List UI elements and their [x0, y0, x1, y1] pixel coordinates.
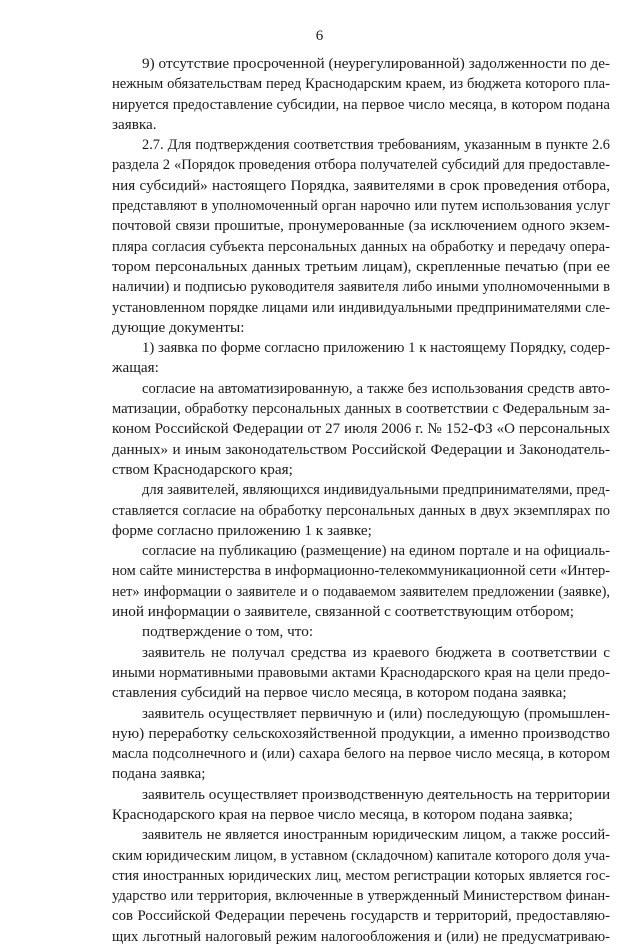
text-line: данных» и иным законодательством Российской Федерации и Законодатель- — [112, 440, 610, 458]
text-line: иной информации о заявителе, связанной с соответствующим отбором; — [112, 603, 575, 621]
text-line: 1) заявка по форме согласно приложению 1 к настоящему Порядку, содер- — [142, 340, 610, 357]
text-line: ставляется согласие на обработку персональных данных в двух экземплярах по — [112, 502, 610, 519]
text-line: жащая: — [112, 359, 159, 377]
text-line: стия иностранных юридических лиц, местом регистрации которых является гос- — [112, 867, 610, 884]
text-line: заявка. — [112, 115, 157, 133]
text-line: заявитель осуществляет производственную деятельность на территории — [142, 785, 611, 803]
text-line: подтверждение о том, что: — [142, 623, 314, 641]
text-line: дующие документы: — [112, 318, 245, 336]
text-line: сов Российской Федерации перечень государств и территорий, предоставляю- — [112, 908, 610, 925]
text-line: согласие на публикацию (размещение) на едином портале и на официаль- — [142, 543, 610, 560]
text-line: подана заявка; — [112, 765, 206, 783]
text-line: согласие на автоматизированную, а также без использования средств авто- — [142, 380, 610, 397]
text-line: представляют в уполномоченный орган нарочно или путем использования услуг — [112, 198, 610, 215]
text-line: коном Российской Федерации от 27 июля 2006 г. № 152-ФЗ «О персональных — [112, 421, 610, 438]
text-line: ном сайте министерства в информационно-телекоммуникационной сети «Интер- — [112, 563, 610, 580]
text-line: раздела 2 «Порядок проведения отбора получателей субсидий для предоставле- — [112, 157, 610, 174]
text-line: нежным обязательствам перед Краснодарским краем, из бюджета которого пла- — [112, 76, 610, 93]
text-line: ским юридическим лицом, в уставном (складочном) капитале которого доля уча- — [112, 847, 610, 864]
text-line: заявитель не является иностранным юридическим лицом, а также россий- — [142, 827, 610, 844]
text-line: 2.7. Для подтверждения соответствия требованиям, указанным в пункте 2.6 — [142, 137, 610, 154]
text-line: ством Краснодарского края; — [112, 460, 293, 478]
text-line: заявитель не получал средства из краевого бюджета в соответствии с — [142, 643, 610, 661]
text-line: ния субсидий» настоящего Порядка, заявителями в срок проведения отбора, — [112, 176, 610, 194]
text-line: почтовой связи прошитые, пронумерованные (за исключением одного экзем- — [112, 218, 610, 235]
text-line: иными нормативными правовыми актами Краснодарского края на цели предо- — [112, 664, 610, 681]
text-line: 9) отсутствие просроченной (неурегулированной) задолженности по де- — [142, 55, 610, 72]
text-line: ударство или территория, включенные в утвержденный Министерством финан- — [112, 888, 610, 905]
text-line: нет» информации о заявителе и о подаваемом заявителем предложении (заявке), — [112, 583, 610, 600]
text-line: щих льготный налоговый режим налогообложения и (или) не предусматриваю- — [112, 928, 610, 945]
document-body — [112, 54, 610, 947]
text-line: наличии) и подписью руководителя заявителя либо иными уполномоченными в — [112, 279, 610, 296]
text-line: матизации, обработку персональных данных в соответствии с Федеральным за- — [112, 401, 610, 418]
text-line: ную) переработку сельскохозяйственной продукции, а именно производство — [112, 724, 610, 742]
text-line: форме согласно приложению 1 к заявке; — [112, 521, 372, 539]
text-line: установленном порядке лицами или индивидуальными предпринимателями сле- — [112, 299, 610, 316]
text-line: заявитель осуществляет первичную и (или) последующую (промышлен- — [142, 705, 610, 722]
text-line: для заявителей, являющихся индивидуальными предпринимателями, пред- — [142, 482, 610, 499]
text-line: ставления субсидий на первое число месяца, в котором подана заявка; — [112, 684, 567, 702]
text-line: Краснодарского края на первое число месяца, в котором подана заявка; — [112, 805, 573, 823]
text-line: нируется предоставление субсидии, на первое число месяца, в котором подана — [112, 96, 610, 113]
page-number: 6 — [315, 28, 324, 44]
text-line: масла подсолнечного и (или) сахара белого на первое число месяца, в котором — [112, 746, 610, 763]
text-line: пляра согласия субъекта персональных данных на обработку и передачу опера- — [112, 238, 610, 255]
text-line: тором персональных данных третьим лицам), скрепленные печатью (при ее — [112, 257, 610, 275]
